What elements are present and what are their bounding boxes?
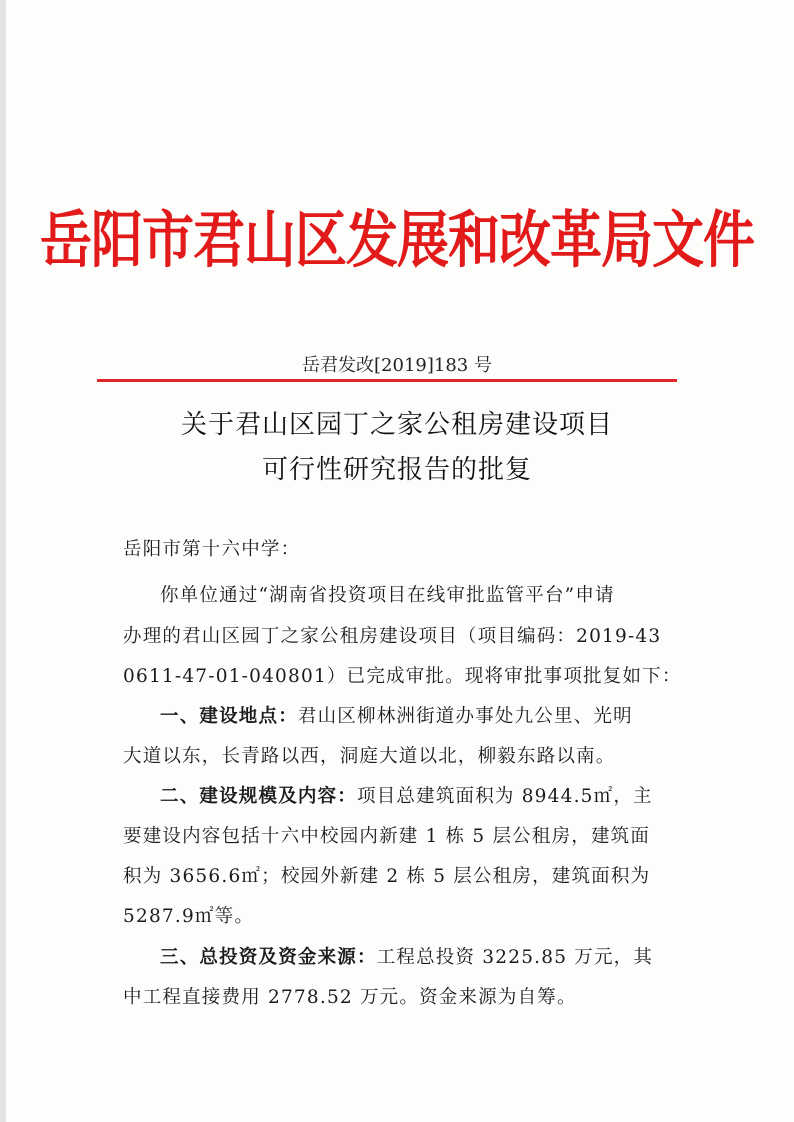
section-1-line-1 <box>160 702 633 728</box>
section-2-line-1 <box>160 782 653 808</box>
section-2-heading: 二、建设规模及内容： <box>160 786 358 807</box>
intro-line-3: 0611-47-01-040801）已完成审批。现将审批事项批复如下： <box>123 666 682 687</box>
section-2-line-2: 要建设内容包括十六中校园内新建 1 栋 5 层公租房，建筑面 <box>123 826 651 847</box>
section-1-text: 君山区柳林洲街道办事处九公里、光明 <box>297 706 633 727</box>
subject-line-2: 可行性研究报告的批复 <box>261 455 532 485</box>
section-2-line-4: 5287.9㎡等。 <box>123 906 255 927</box>
section-2-text: 项目总建筑面积为 8944.5㎡，主 <box>357 786 653 807</box>
intro-line-2: 办理的君山区园丁之家公租房建设项目（项目编码：2019-43 <box>123 626 662 647</box>
addressee: 岳阳市第十六中学： <box>123 539 301 560</box>
document-header-title: 岳阳市君山区发展和改革局文件 <box>39 204 754 277</box>
section-2-line-3: 积为 3656.6㎡；校园外新建 2 栋 5 层公租房，建筑面积为 <box>123 866 651 887</box>
scan-edge <box>0 0 6 1122</box>
section-3-text: 工程总投资 3225.85 万元，其 <box>376 947 654 968</box>
section-3-heading: 三、总投资及资金来源： <box>160 947 377 968</box>
intro-line-1: 你单位通过“湖南省投资项目在线审批监管平台”申请 <box>160 585 615 606</box>
section-1-heading: 一、建设地点： <box>160 706 298 727</box>
subject-line-1: 关于君山区园丁之家公租房建设项目 <box>180 410 613 440</box>
section-1-line-2: 大道以东，长青路以西，洞庭大道以北，柳毅东路以南。 <box>123 746 616 767</box>
section-3-line-1 <box>160 943 653 969</box>
section-3-line-2: 中工程直接费用 2778.52 万元。资金来源为自筹。 <box>123 987 577 1008</box>
document-number: 岳君发改[2019]183 号 <box>302 355 492 376</box>
red-separator-line <box>97 379 677 382</box>
